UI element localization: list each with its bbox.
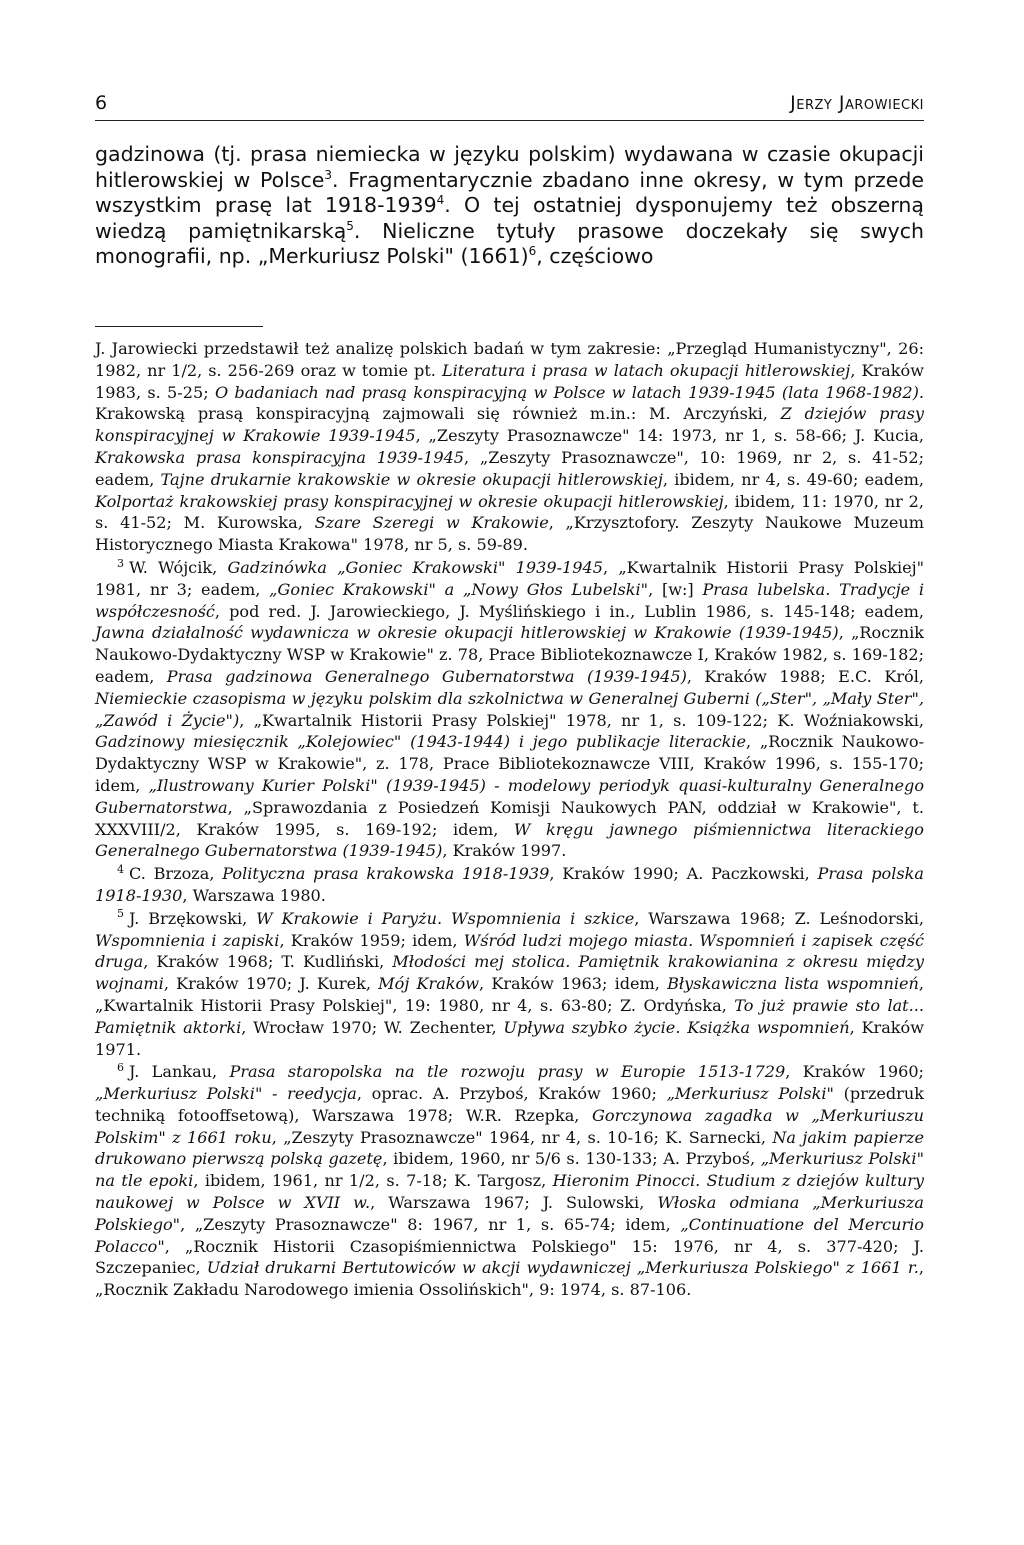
footnote-reference: 3 [324, 167, 333, 182]
footnote-text: , „Kwartalnik Historii Prasy Polskiej" 1978, nr 1, s. 109-122; K. Woźniakowski, [239, 710, 924, 730]
footnote-text: C. Brzoza, [129, 864, 223, 884]
footnote-title: „Merkuriusz Polski" na tle epoki [95, 1149, 924, 1191]
footnote-title: „Goniec Krakowski" a „Nowy Głos Lubelski" [269, 579, 649, 599]
footnote-title: Młodości mej stolica. Pamiętnik krakowianina z okresu między wojnami [95, 952, 924, 994]
footnote-title: Szare Szeregi w Krakowie [314, 513, 549, 533]
footnote-text: , „Zeszyty Prasoznawcze" 1964, nr 4, s. 10-16; K. Sarnecki, [271, 1127, 773, 1147]
footnote-text: , Kraków 1970; J. Kurek, [163, 974, 379, 994]
footnote-text: , Kraków 1997. [442, 841, 567, 861]
footnote-reference: 6 [528, 244, 537, 259]
footnote-text: , Wrocław 1970; W. Zechenter, [241, 1017, 504, 1037]
footnote-text: , „Zeszyty Prasoznawcze" 8: 1967, nr 1, s. 65-74; idem, [180, 1214, 681, 1234]
footnote-text: , „Rocznik Naukowo-Dydaktyczny WSP w Krakowie", z. 178, Prace Bibliotekoznawcze VIII, Kraków 1996, s. 155-170; idem, [95, 732, 925, 795]
footnote-separator [95, 326, 263, 327]
footnote [95, 338, 924, 556]
footnote-title: Gorczynowa zagadka w „Merkuriuszu Polskim" z 1661 roku [95, 1105, 925, 1147]
footnote-text: , „Krzysztofory. Zeszyty Naukowe Muzeum Historycznego Miasta Krakowa" 1978, nr 5, s. 59-89. [95, 513, 924, 555]
footnote [95, 908, 924, 1061]
footnote-title: Prasa staropolska na tle rozwoju prasy w Europie 1513-1729 [229, 1062, 786, 1082]
footnote-title: Hieronim Pinocci. Studium z dziejów kultury naukowej w Polsce w XVII w. [95, 1171, 924, 1213]
footnote-number: 3 [117, 556, 124, 570]
footnote-text: , ibidem, 1960, nr 5/6 s. 130-133; A. Przyboś, [382, 1149, 761, 1169]
body-paragraph [95, 142, 924, 270]
footnote-title: Wśród ludzi mojego miasta. Wspomnień i zapisek część druga [95, 930, 924, 972]
footnote-text: , Kraków 1983, s. 5-25; [95, 360, 924, 402]
footnote-text: , „Rocznik Zakładu Narodowego imienia Ossolińskich", 9: 1974, s. 87-106. [95, 1258, 924, 1300]
footnote-text: , „Kwartalnik Historii Prasy Polskiej" 1981, nr 3; eadem, [95, 557, 925, 599]
footnote-text: , Kraków 1988; E.C. Król, [686, 666, 924, 686]
footnote-number: 5 [117, 907, 124, 921]
footnote-text: , Kraków 1990; A. Paczkowski, [549, 864, 818, 884]
footnote-text: , Kraków 1963; idem, [479, 974, 668, 994]
footnote-text: , ibidem, nr 4, s. 49-60; eadem, [662, 469, 924, 489]
footnote-text: , Kraków 1968; T. Kudliński, [143, 952, 393, 972]
footnote-text: , ibidem, 11: 1970, nr 2, s. 41-52; M. Kurowska, [95, 491, 924, 533]
footnote-title: Prasa polska 1918-1930 [95, 864, 924, 905]
footnote-text: J. Jarowiecki przedstawił też analizę polskich badań w tym zakresie: „Przegląd Humanistyczny", 26: 1982, nr 1/2, s. 256-269 oraz w tomie pt. [95, 339, 924, 380]
footnote-title: Literatura i prasa w latach okupacji hitlerowskiej [441, 360, 851, 380]
footnote-text: , [w:] [648, 579, 703, 599]
body-text-run: gadzinowa (tj. prasa niemiecka w języku polskim) wydawana w czasie okupacji hitlerowskiej w Polsce [95, 142, 924, 192]
body-text-run: . Fragmentarycznie zbadano inne okresy, w tym przede wszystkim prasę lat 1918-1939 [95, 167, 924, 218]
footnote-title: Polityczna prasa krakowska 1918-1939 [222, 864, 550, 884]
footnote-title: Prasa gadzinowa Generalnego Gubernatorstwa (1939-1945) [166, 666, 687, 686]
footnote-title: Jawna działalność wydawnicza w okresie okupacji hitlerowskiej w Krakowie (1939-1945) [95, 623, 839, 643]
footnote [95, 557, 924, 862]
footnote-title: O badaniach nad prasą konspiracyjną w Polsce w latach 1939-1945 (lata 1968-1982) [214, 382, 919, 402]
footnote-text: , Kraków 1971. [95, 1017, 925, 1059]
footnote-title: „Merkuriusz Polski" - reedycja [95, 1084, 357, 1104]
footnote-text: , „Rocznik Historii Czasopiśmiennictwa Polskiego" 15: 1976, nr 4, s. 377-420; J. Szczepaniec, [95, 1236, 924, 1278]
footnotes [95, 338, 924, 1302]
header-rule [95, 120, 924, 121]
footnote-text: , Warszawa 1967; J. Sulowski, [370, 1193, 658, 1213]
footnote-title: Upływa szybko życie. Książka wspomnień [503, 1017, 850, 1037]
footnote-title: Gadzinowy miesięcznik „Kolejowiec" (1943-1944) i jego publikacje literackie [95, 732, 747, 752]
page-number: 6 [95, 92, 108, 114]
footnote-title: W Krakowie i Paryżu. Wspomnienia i szkice [256, 908, 635, 928]
footnote-title: W kręgu jawnego piśmiennictwa literackiego Generalnego Gubernatorstwa (1939-1945) [95, 819, 924, 861]
footnote-title: Krakowska prasa konspiracyjna 1939-1945 [95, 447, 465, 467]
footnote-text: , Warszawa 1968; Z. Leśnodorski, [634, 908, 924, 928]
footnote [95, 863, 924, 907]
footnote-text: , Kraków 1959; idem, [279, 930, 464, 950]
footnote-title: Błyskawiczna lista wspomnień [667, 974, 919, 994]
footnote-title: „Merkuriusz Polski" [666, 1084, 834, 1104]
footnote-text: , „Zeszyty Prasoznawcze" 14: 1973, nr 1, s. 58-66; J. Kucia, [415, 426, 924, 446]
footnote-reference: 5 [346, 218, 354, 233]
footnote-title: Tajne drukarnie krakowskie w okresie okupacji hitlerowskiej [160, 469, 663, 489]
footnote-title: Gadzinówka „Goniec Krakowski" 1939-1945 [227, 557, 604, 577]
footnote-text: , „Zeszyty Prasoznawcze", 10: 1969, nr 2, s. 41-52; eadem, [95, 447, 924, 489]
footnote-title: Prasa lubelska. Tradycje i współczesność [95, 579, 924, 621]
footnote-title: Udział drukarni Bertutowiców w akcji wydawniczej „Merkuriusza Polskiego" z 1661 r. [206, 1258, 919, 1278]
footnote-text: , „Kwartalnik Historii Prasy Polskiej", 19: 1980, nr 4, s. 63-80; Z. Ordyńska, [95, 974, 925, 1015]
footnote-text: J. Lankau, [129, 1062, 230, 1082]
footnote-title: Z dziejów prasy konspiracyjnej w Krakowie 1939-1945 [95, 404, 925, 446]
footnote-text: J. Brzękowski, [129, 908, 257, 928]
footnote-text: , ibidem, 1961, nr 1/2, s. 7-18; K. Targosz, [193, 1171, 553, 1191]
running-header [95, 88, 924, 122]
footnote-number: 6 [117, 1060, 124, 1074]
footnote-text: , pod red. J. Jarowieckiego, J. Myślińskiego i in., Lublin 1986, s. 145-148; eadem, [214, 601, 924, 621]
footnote-title: Niemieckie czasopisma w języku polskim dla szkolnictwa w Generalnej Guberni („Ster", „Mały Ster", „Zawód i Życie") [95, 688, 924, 730]
body-text-run: . Nieliczne tytuły prasowe doczekały się swych monografii, np. „Merkuriusz Polski" (1661) [95, 218, 924, 269]
footnote-title: Wspomnienia i zapiski [95, 930, 280, 950]
footnote-reference: 4 [436, 193, 445, 208]
footnote [95, 1061, 924, 1301]
body-text-run: , częściowo [536, 244, 654, 269]
footnote-text: . Krakowską prasą konspiracyjną zajmowali się również m.in.: M. Arczyński, [95, 382, 924, 424]
footnote-title: Na jakim papierze drukowano pierwszą polską gazetę [95, 1127, 924, 1169]
footnote-text: , Kraków 1960; [785, 1062, 924, 1082]
footnote-text: , „Rocznik Naukowo-Dydaktyczny WSP w Krakowie" z. 78, Prace Bibliotekoznawcze I, Kraków 1982, s. 169-182; eadem, [95, 623, 924, 686]
footnote-text: W. Wójcik, [129, 557, 228, 577]
footnote-title: Kolportaż krakowskiej prasy konspiracyjnej w okresie okupacji hitlerowskiej [95, 491, 724, 511]
footnote-title: „Ilustrowany Kurier Polski" (1939-1945) - modelowy periodyk quasi-kulturalny Generalnego Gubernatorstwa [95, 775, 925, 817]
footnote-title: „Continuatione del Mercurio Polacco" [95, 1214, 924, 1256]
running-head-author: Jerzy Jarowiecki [790, 92, 924, 114]
footnote-text: , „Sprawozdania z Posiedzeń Komisji Naukowych PAN, oddział w Krakowie", t. XXXVIII/2, Kraków 1995, s. 169-192; idem, [95, 797, 924, 839]
footnote-title: Mój Kraków [378, 974, 480, 994]
footnote-text: , Warszawa 1980. [182, 885, 326, 905]
footnote-text: (przedruk techniką fotooffsetową), Warszawa 1978; W.R. Rzepka, [95, 1084, 924, 1125]
footnote-number: 4 [117, 862, 124, 876]
footnote-text: , oprac. A. Przyboś, Kraków 1960; [356, 1084, 667, 1104]
footnote-title: To już prawie sto lat... Pamiętnik aktorki [95, 995, 924, 1037]
footnote-title: Włoska odmiana „Merkuriusza Polskiego" [95, 1193, 924, 1234]
body-text-run: . O tej ostatniej dysponujemy też obszerną wiedzą pamiętnikarską [95, 193, 924, 243]
